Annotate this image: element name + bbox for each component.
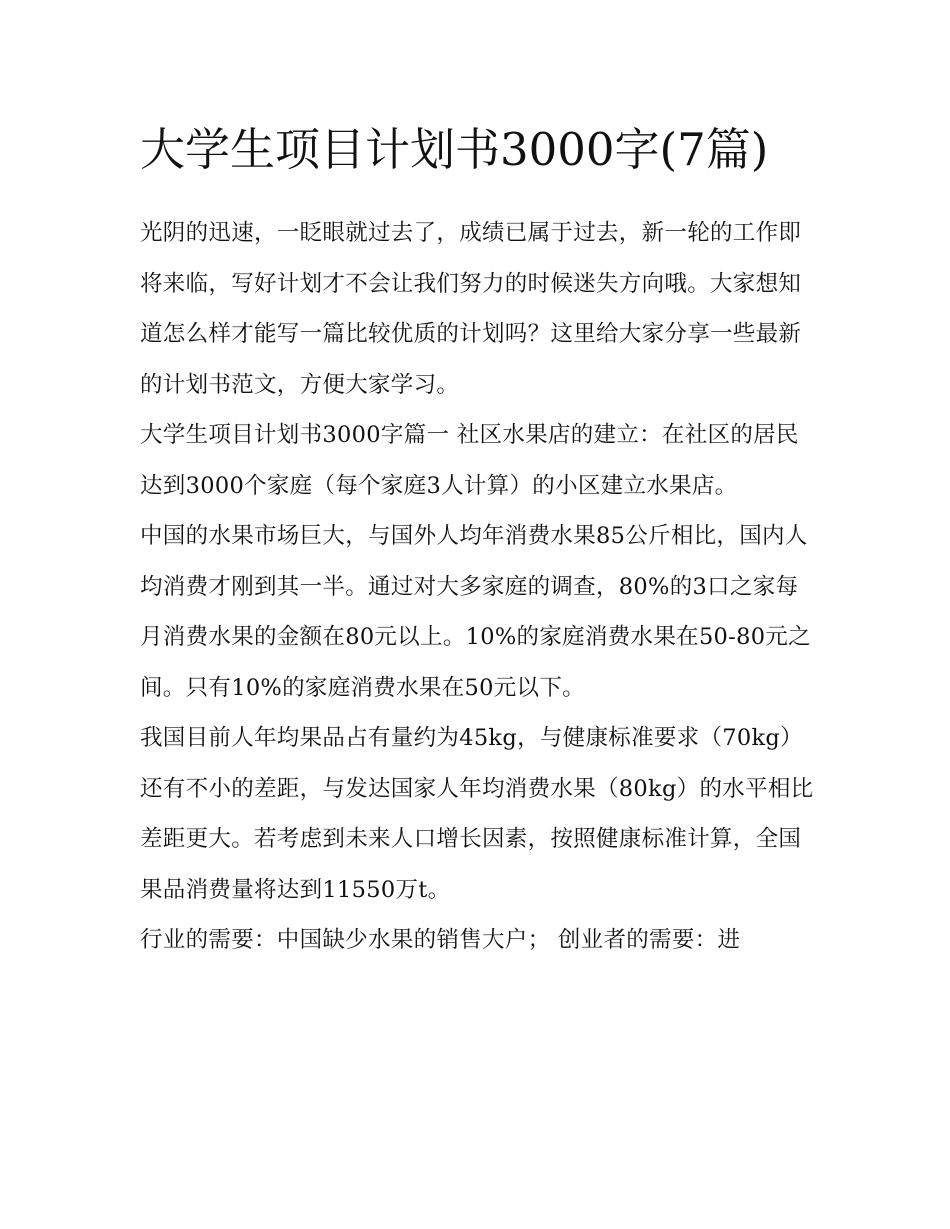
- consumption-gap-paragraph: 我国目前人年均果品占有量约为45kg，与健康标准要求（70kg）还有不小的差距，与发达国家人年均消费水果（80kg）的水平相比差距更大。若考虑到未来人口增长因素，按照健康标准计算，全国果品消费量将达到11550万t。: [140, 725, 814, 903]
- needs-paragraph: 行业的需要：中国缺少水果的销售大户； 创业者的需要：进: [140, 927, 741, 953]
- market-size-paragraph: 中国的水果市场巨大，与国外人均年消费水果85公斤相比，国内人均消费才刚到其一半。通过对大多家庭的调查，80%的3口之家每月消费水果的金额在80元以上。10%的家庭消费水果在50-80元之间。只有10%的家庭消费水果在50元以下。: [140, 523, 811, 701]
- document-page: [140, 112, 820, 966]
- document-title: 大学生项目计划书3000字(7篇): [140, 123, 769, 176]
- intro-paragraph: 光阴的迅速，一眨眼就过去了，成绩已属于过去，新一轮的工作即将来临，写好计划才不会让我们努力的时候迷失方向哦。大家想知道怎么样才能写一篇比较优质的计划吗？这里给大家分享一些最新的计划书范文，方便大家学习。: [140, 220, 802, 398]
- section-one-heading-paragraph: 大学生项目计划书3000字篇一 社区水果店的建立：在社区的居民达到3000个家庭（每个家庭3人计算）的小区建立水果店。: [140, 422, 799, 499]
